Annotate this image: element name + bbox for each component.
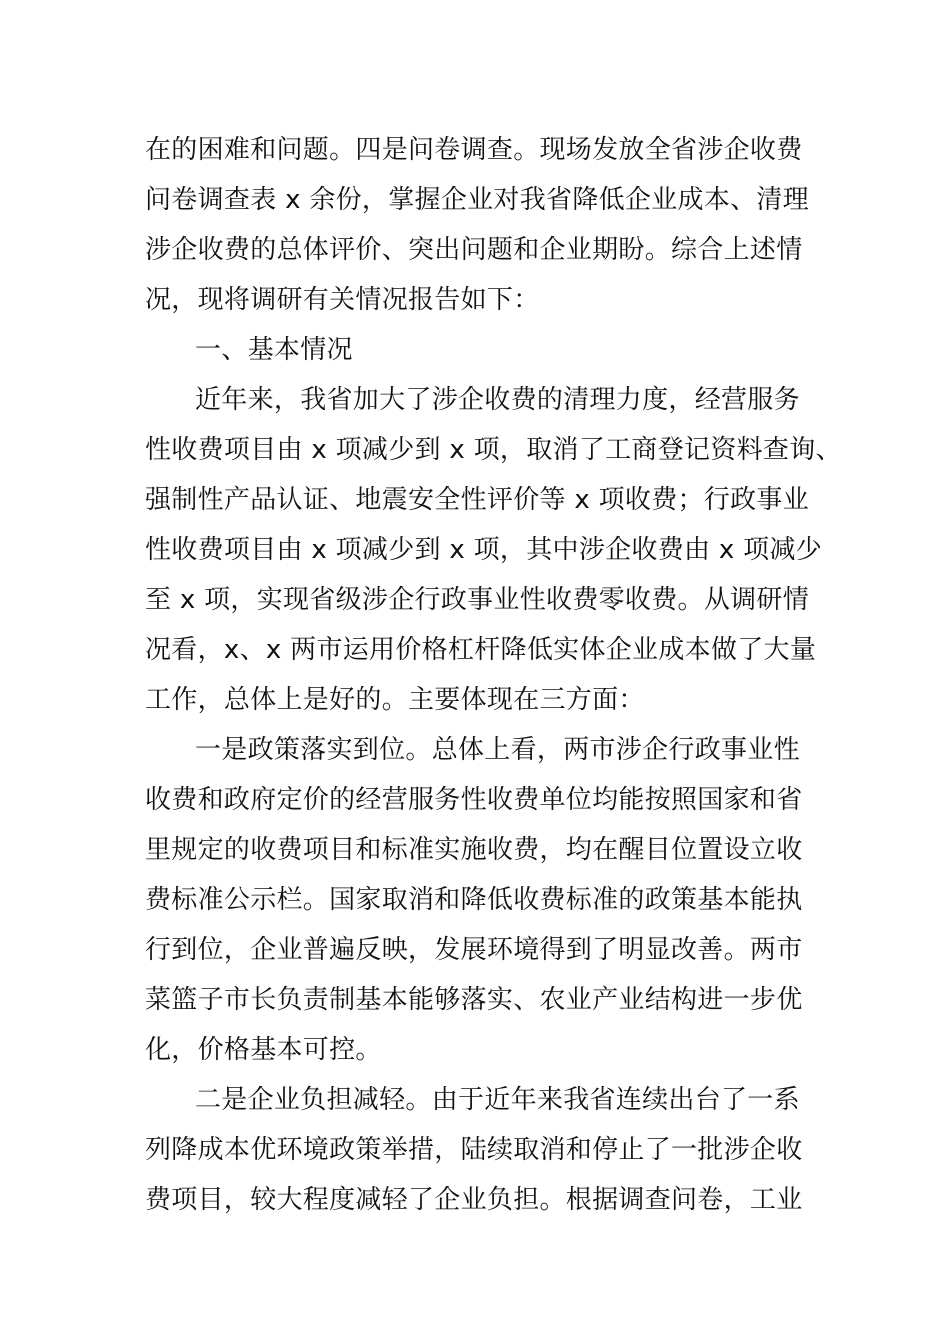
text-line: 列降成本优环境政策举措，陆续取消和停止了一批涉企收 [145,1135,803,1165]
text-line: 况看，x、x 两市运用价格杠杆降低实体企业成本做了大量 [145,635,817,665]
text-line: 收费和政府定价的经营服务性收费单位均能按照国家和省 [145,785,803,815]
text-line: 费标准公示栏。国家取消和降低收费标准的政策基本能执 [145,885,803,915]
text-line: 化，价格基本可控。 [145,1035,382,1065]
text-line: 近年来，我省加大了涉企收费的清理力度，经营服务 [195,385,800,415]
text-line: 二是企业负担减轻。由于近年来我省连续出台了一系 [195,1085,800,1115]
text-line: 至 x 项，实现省级涉企行政事业性收费零收费。从调研情 [145,585,810,615]
text-line: 涉企收费的总体评价、突出问题和企业期盼。综合上述情 [145,235,803,265]
text-line: 性收费项目由 x 项减少到 x 项，取消了工商登记资料查询、 [145,435,842,465]
text-line: 在的困难和问题。四是问卷调查。现场发放全省涉企收费 [145,135,803,165]
text-line: 性收费项目由 x 项减少到 x 项，其中涉企收费由 x 项减少 [145,535,823,565]
text-line: 费项目，较大程度减轻了企业负担。根据调查问卷，工业 [145,1185,803,1215]
text-line: 里规定的收费项目和标准实施收费，均在醒目位置设立收 [145,835,803,865]
text-line: 况，现将调研有关情况报告如下： [145,285,540,315]
section-heading: 一、基本情况 [195,335,353,365]
text-line: 菜篮子市长负责制基本能够落实、农业产业结构进一步优 [145,985,803,1015]
text-line: 行到位，企业普遍反映，发展环境得到了明显改善。两市 [145,935,803,965]
text-line: 问卷调查表 x 余份，掌握企业对我省降低企业成本、清理 [145,185,810,215]
text-line: 工作，总体上是好的。主要体现在三方面： [145,685,645,715]
text-line: 强制性产品认证、地震安全性评价等 x 项收费；行政事业 [145,485,810,515]
text-line: 一是政策落实到位。总体上看，两市涉企行政事业性 [195,735,800,765]
